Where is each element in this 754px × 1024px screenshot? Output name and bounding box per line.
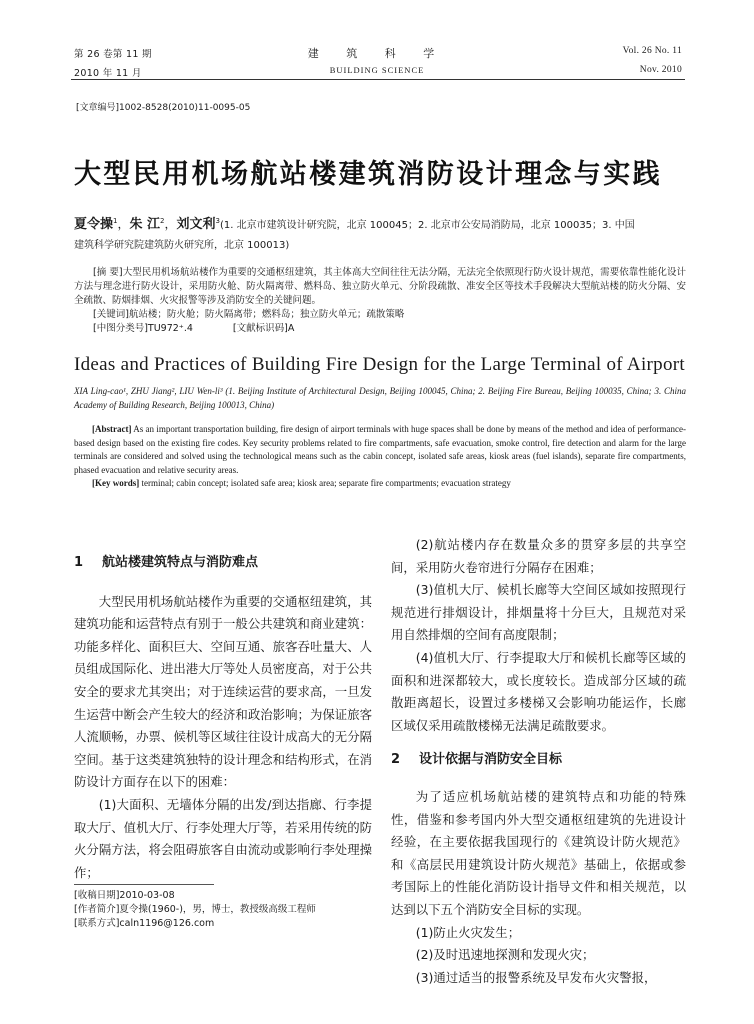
affiliation-line-1: (1. 北京市建筑设计研究院，北京 100045；2. 北京市公安局消防局，北京 100035；3. 中国 [220,220,635,231]
article-number: [文章编号]1002-8528(2010)11-0095-05 [76,103,251,113]
section-1-heading: 1 航站楼建筑特点与消防难点 [74,555,259,570]
section-1-item-2: (2)航站楼内存在数量众多的贯穿多层的共享空间，采用防火卷帘进行分隔存在困难； [391,537,686,575]
affiliation-line-2: 建筑科学研究院建筑防火研究所，北京 100013) [74,240,290,251]
header-volume-en: Vol. 26 No. 11 [622,46,682,56]
section-1-item-4: (4)值机大厅、行李提取大厅和候机长廊等区域的面积和进深都较大，或长度较长。造成部分区域的疏散距离超长，设置过多楼梯又会影响功能运作，长廊区域仅采用疏散楼梯无法满足疏散要求。 [391,649,686,733]
author-1: 夏令操 [74,217,114,232]
abstract-en-label: [Abstract] [92,424,132,434]
keywords-en: terminal; cabin concept; isolated safe area; kiosk area; separate fire compartments; evacuation strategy [141,478,511,488]
abstract-cn-label: [摘 要] [93,267,123,278]
section-1-item-1: (1)大面积、无墙体分隔的出发/到达指廊、行李提取大厅、值机大厅、行李处理大厅等，若采用传统的防火分隔方法，将会阻碍旅客自由流动或影响行李处理操作； [74,796,372,880]
header-rule [71,79,685,80]
abstract-cn-text: 大型民用机场航站楼作为重要的交通枢纽建筑，其主体高大空间往往无法分隔，无法完全依照现行防火设计规范，需要依靠性能化设计方法与理念进行防火设计，采用防火舱、防火隔离带、燃料岛、独立防火单元、分阶段疏散、准安全区等技术手段解决大型航站楼的防火分隔、安全疏散、防烟排烟、火灾报警等涉及消防安全的关键问题。 [74,267,686,306]
contact-email: [联系方式]caln1196@126.com [74,918,215,929]
abstract-en: [Abstract] As an important transportation building, fire design of airport terminals with huge spaces shall be done by means of the method and idea of performance-based design based on the existing fire codes. Key security problems related to fire compartments, safe evacuation, smoke control, fire detection and alarm for the large terminals are considered and solved using the technological means such as the cabin concept, isolated safe areas, kiosk areas (fuel islands), separate fire compartments, phased evacuation and relative security areas. [Key words] terminal; cabin concept; isolated safe area; kiosk area; separate fire compartments; evacuation strategy [74,424,686,488]
clc-number: TU972⁺.4 [147,323,193,334]
header-date-cn: 2010 年 11 月 [74,68,142,79]
keywords-cn: 航站楼；防火舱；防火隔离带；燃料岛；独立防火单元；疏散策略 [128,309,405,320]
authors-cn: 夏令操$^1$，朱 江$^2$，刘文利$^3$(1. 北京市建筑设计研究院，北京 100045；2. 北京市公安局消防局，北京 100035；3. 中国 建筑科学研究院建筑防火研究所，北京 100013) [74,217,635,251]
header-journal-en: BUILDING SCIENCE [329,65,425,75]
document-code: A [287,323,295,334]
author-3: 刘文利 [176,217,216,232]
abstract-en-text: As an important transportation building, fire design of airport terminals with huge spaces shall be done by means of the method and idea of performance-based design based on the existing fire codes. Key security problems related to fire compartments, safe evacuation, smoke control, fire detection and alarm for the large terminals are considered and solved using the technological means such as the cabin concept, isolated safe areas, kiosk areas (fuel islands), separate fire compartments, phased evacuation and relative security areas. [74,424,686,475]
header-volume-cn: 第 26 卷第 11 期 [74,49,152,60]
section-2-paragraph: 为了适应机场航站楼的建筑特点和功能的特殊性，借鉴和参考国内外大型交通枢纽建筑的先进设计经验，在主要依据我国现行的《建筑设计防火规范》和《高层民用建筑设计防火规范》基础上，依据或参考国际上的性能化消防设计指导文件和相关规范，以达到以下五个消防安全目标的实现。 [391,788,686,917]
goal-3: (3)通过适当的报警系统及早发布火灾警报， [415,969,657,985]
footnote [74,889,372,931]
abstract-cn: [摘 要]大型民用机场航站楼作为重要的交通枢纽建筑，其主体高大空间往往无法分隔，无法完全依照现行防火设计规范，需要依靠性能化设计方法与理念进行防火设计，采用防火舱、防火隔离带、燃料岛、独立防火单元、分阶段疏散、准安全区等技术手段解决大型航站楼的防火分隔、安全疏散、防烟排烟、火灾报警等涉及消防安全的关键问题。 [关键词]航站楼；防火舱；防火隔离带；燃料岛；独立防火单元；疏散策略 [中图分类号]TU972⁺.4 [文献标识码]A [74,267,686,334]
affiliation-en: (1. Beijing Institute of Architectural Design, Beijing 100045, China; 2. Beijing Fire Bureau, Beijing 100035, China; 3. China Academy of Building Research, Beijing 100013, China) [74,386,686,410]
section-1-paragraph: 大型民用机场航站楼作为重要的交通枢纽建筑，其建筑功能和运营特点有别于一般公共建筑和商业建筑：功能多样化、面积巨大、空间互通、旅客吞吐量大、人员组成国际化、进出港大厅等处人员密度高，对于公共安全的要求尤其突出；对于连续运营的要求高，一旦发生运营中断会产生较大的经济和政治影响；为保证旅客人流顺畅，办票、候机等区域往往设计成高大的无分隔空间。基于这类建筑独特的设计理念和结构形式，在消防设计方面存在以下的困难： [74,593,372,790]
header-date-en: Nov. 2010 [639,65,682,75]
goal-2: (2)及时迅速地探测和发现火灾； [415,947,595,963]
goal-1: (1)防止火灾发生； [415,924,521,940]
section-1-item-3: (3)值机大厅、候机长廊等大空间区域如按照现行规范进行排烟设计，排烟量将十分巨大，且规范对采用自然排烟的空间有高度限制； [391,582,686,643]
header-journal-cn: 建 筑 科 学 [307,47,447,60]
left-column [74,552,372,884]
author-bio: [作者简介]夏令操(1960-)，男，博士，教授级高级工程师 [74,904,316,915]
title-en: Ideas and Practices of Building Fire Design for the Large Terminal of Airport [74,354,685,375]
footnote-rule [74,884,214,885]
section-2-heading: 2 设计依据与消防安全目标 [391,752,563,768]
authors-en [74,384,686,412]
title-cn: 大型民用机场航站楼建筑消防设计理念与实践 [74,159,662,190]
author-2: 朱 江 [129,217,161,232]
author-names-en: XIA Ling-cao¹, ZHU Jiang², LIU Wen-li³ [74,386,223,396]
received-date: [收稿日期]2010-03-08 [74,890,175,901]
right-column [391,534,686,989]
